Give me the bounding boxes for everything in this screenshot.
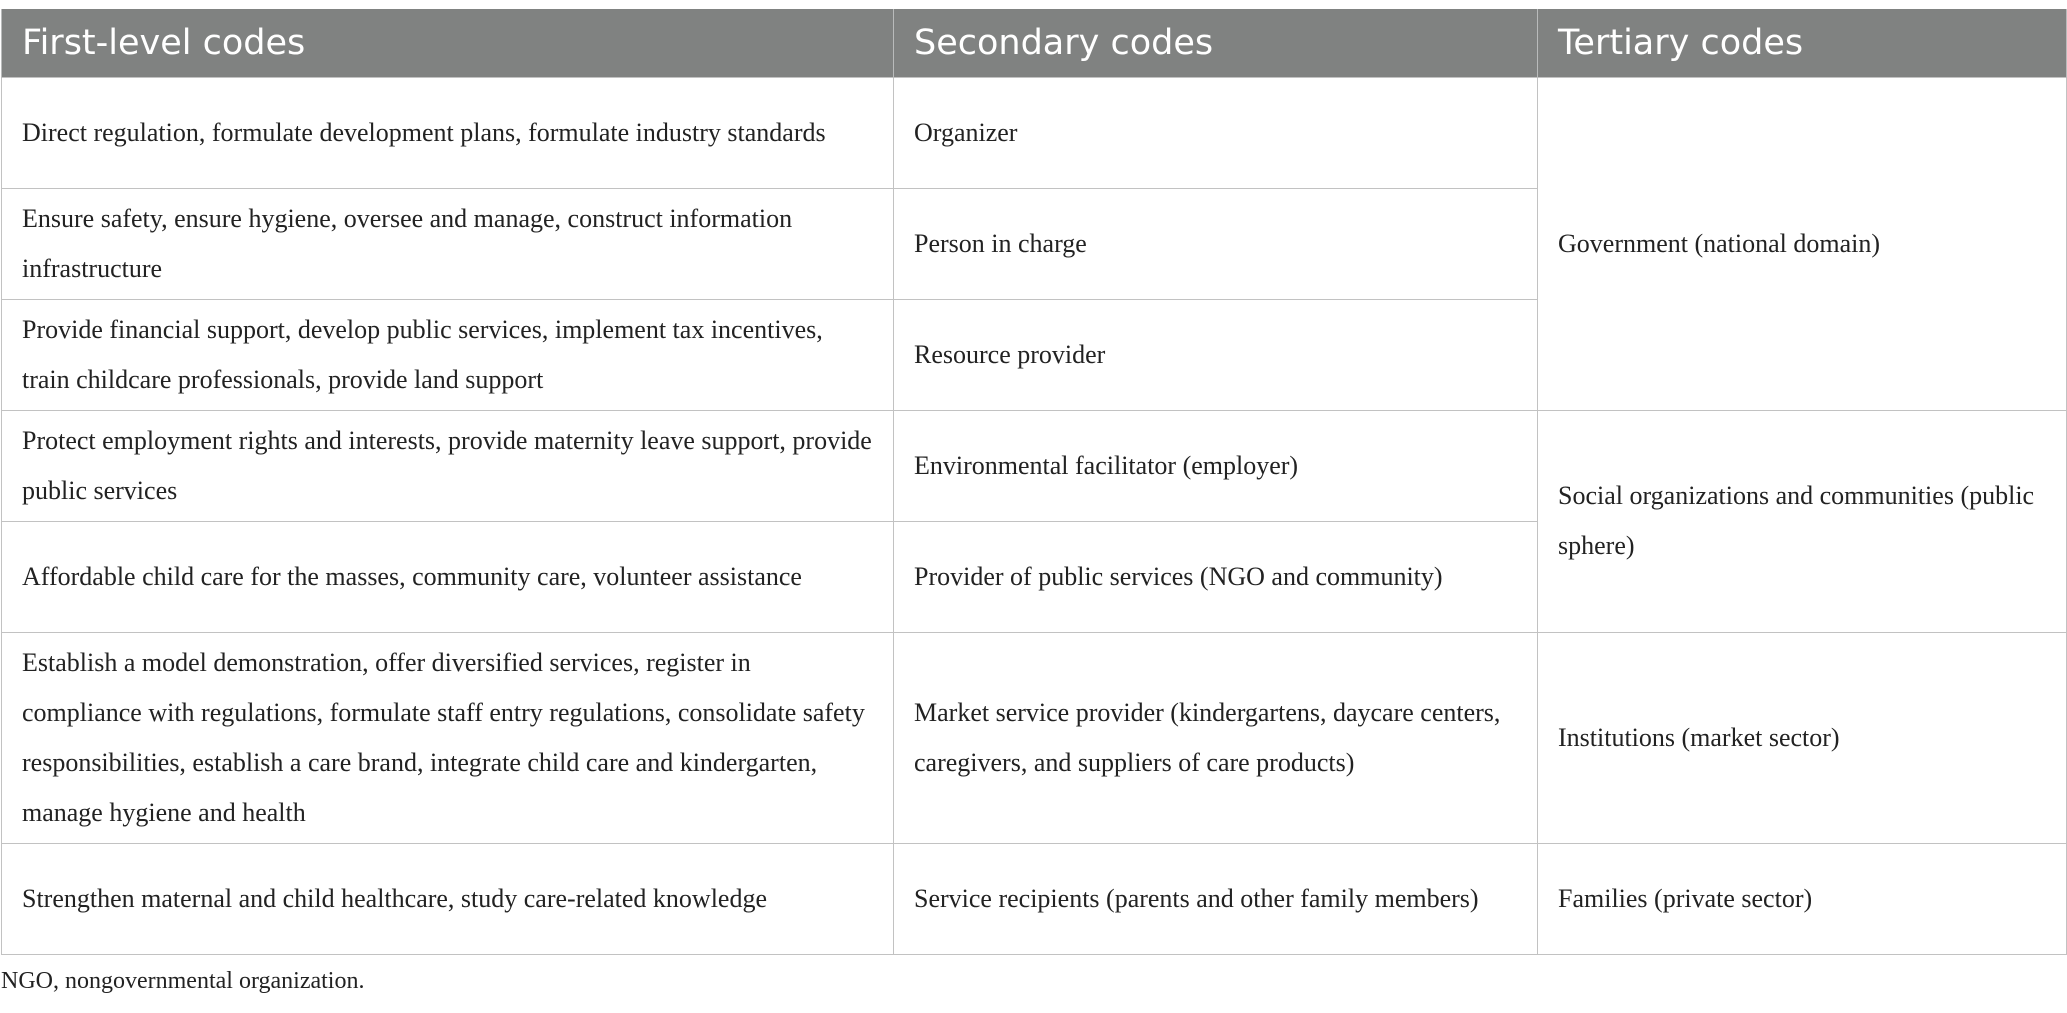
table-body: [2, 77, 2067, 954]
coding-table-container: [1, 9, 2066, 955]
header-row: [2, 9, 2067, 77]
table-header: [2, 9, 2067, 77]
cell-first-level: Provide financial support, develop public services, implement tax incentives, train childcare professionals, provide land support: [2, 299, 894, 410]
header-first-level: First-level codes: [2, 9, 894, 77]
cell-first-level: Ensure safety, ensure hygiene, oversee and manage, construct information infrastructure: [2, 188, 894, 299]
table-row: [2, 843, 2067, 954]
cell-secondary: Resource provider: [894, 299, 1538, 410]
cell-first-level: Protect employment rights and interests, provide maternity leave support, provide public services: [2, 410, 894, 521]
cell-tertiary-institutions: Institutions (market sector): [1538, 632, 2067, 843]
header-secondary: Secondary codes: [894, 9, 1538, 77]
cell-secondary: Person in charge: [894, 188, 1538, 299]
cell-secondary: Market service provider (kindergartens, daycare centers, caregivers, and suppliers of care products): [894, 632, 1538, 843]
cell-tertiary-social: Social organizations and communities (public sphere): [1538, 410, 2067, 632]
cell-secondary: Organizer: [894, 77, 1538, 188]
cell-tertiary-government: Government (national domain): [1538, 77, 2067, 410]
cell-secondary: Provider of public services (NGO and community): [894, 521, 1538, 632]
cell-secondary: Service recipients (parents and other family members): [894, 843, 1538, 954]
coding-table: [1, 9, 2067, 955]
cell-first-level: Establish a model demonstration, offer diversified services, register in compliance with regulations, formulate staff entry regulations, consolidate safety responsibilities, establish a care brand, integrate child care and kindergarten, manage hygiene and health: [2, 632, 894, 843]
table-row: [2, 410, 2067, 521]
cell-first-level: Strengthen maternal and child healthcare, study care-related knowledge: [2, 843, 894, 954]
cell-tertiary-families: Families (private sector): [1538, 843, 2067, 954]
table-row: [2, 77, 2067, 188]
cell-first-level: Affordable child care for the masses, community care, volunteer assistance: [2, 521, 894, 632]
cell-first-level: Direct regulation, formulate development plans, formulate industry standards: [2, 77, 894, 188]
table-row: [2, 632, 2067, 843]
cell-secondary: Environmental facilitator (employer): [894, 410, 1538, 521]
header-tertiary: Tertiary codes: [1538, 9, 2067, 77]
table-footnote: NGO, nongovernmental organization.: [1, 968, 365, 994]
